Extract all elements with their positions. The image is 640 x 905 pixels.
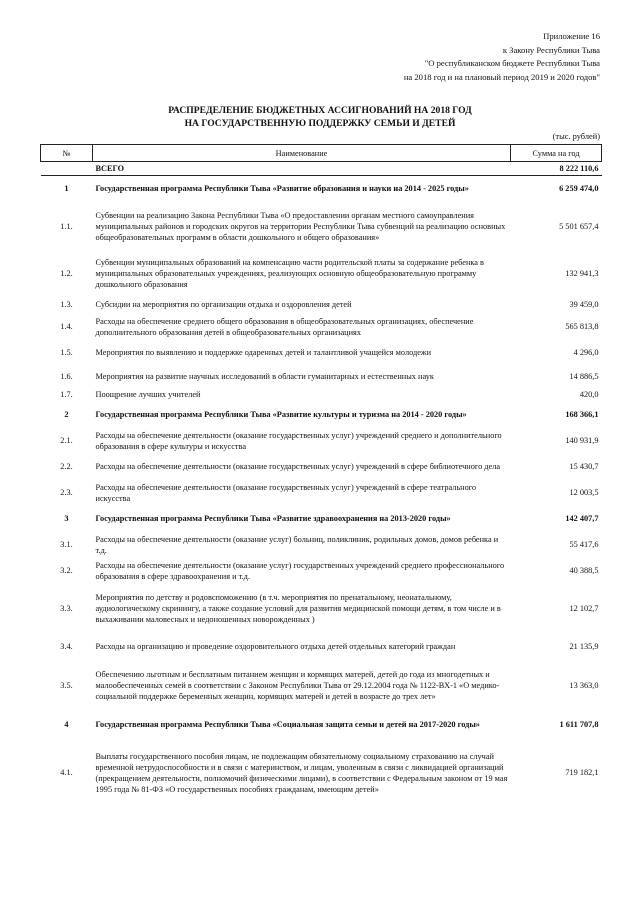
row-num: 3.3. [60,604,73,613]
row-num: 2.1. [60,436,73,445]
row-num: 2.2. [60,462,73,471]
header-name: Наименование [93,145,511,162]
row-sum: 4 296,0 [573,348,599,357]
row-name: Расходы на обеспечение деятельности (оказание государственных услуг) учреждений в сфере театрального искусства [95,482,477,503]
appendix-line: на 2018 год и на плановый период 2019 и 2020 годов" [403,71,600,82]
row-name: Государственная программа Республики Тыва «Развитие культуры и туризма на 2014 - 2020 годы» [95,410,467,419]
table-row [41,558,602,584]
row-sum: 1 611 707,8 [559,720,599,729]
row-sum: 420,0 [579,390,599,399]
row-sum: 13 363,0 [569,681,599,690]
row-num: 1.2. [60,269,73,278]
total-num [41,162,93,176]
row-sum: 142 407,7 [565,514,599,523]
table-row [41,202,602,252]
appendix-line: "О республиканском бюджете Республики Тыва [424,58,600,68]
row-name: Расходы на обеспечение деятельности (оказание услуг) государственных учреждений среднего профессионального образования в сфере здравоохранения и т.д. [95,560,505,581]
table-row [41,480,602,506]
row-name: Расходы на обеспечение деятельности (оказание государственных услуг) учреждений в сфере библиотечного дела [95,462,501,471]
table-row [41,738,602,808]
table-row [41,584,602,634]
row-sum: 40 388,5 [569,566,599,575]
table-row [41,532,602,558]
program-row [41,402,602,428]
total-row [41,162,602,176]
row-sum: 719 182,1 [565,768,599,777]
row-num: 2 [64,410,69,419]
row-sum: 6 259 474,0 [559,184,599,194]
row-name: Расходы на обеспечение деятельности (оказание государственных услуг) учреждений среднего и дополнительного образования в сфере культуры и искусства [95,430,502,451]
units-label: (тыс. рублей) [552,132,600,141]
row-sum: 39 459,0 [569,300,599,309]
row-sum: 21 135,9 [569,642,599,651]
row-num: 4 [64,720,69,729]
appendix-line: Приложение 16 [543,31,600,41]
total-sum: 8 222 110,6 [511,162,602,176]
row-sum: 55 417,6 [569,540,599,549]
row-name: Обеспечению льготным и бесплатным питанием женщин и кормящих матерей, детей до года из многодетных и малообеспеченных семей в соответствии с Законом Республики Тыва от 29.12.2004 года № 1122-ВХ-1 «О медико-социальной поддержке беременных женщин, кормящих матерей и детей в возрасте до трех лет» [95,670,500,701]
row-name: Поощрение лучших учителей [95,390,201,399]
table-row [41,454,602,480]
row-num: 1.4. [60,322,73,331]
row-num: 3.4. [60,642,73,651]
row-num: 2.3. [60,488,73,497]
program-row [41,506,602,532]
title-line: РАСПРЕДЕЛЕНИЕ БЮДЖЕТНЫХ АССИГНОВАНИЙ НА 2018 ГОД [168,105,472,116]
row-sum: 12 003,5 [569,488,599,497]
table-row [41,366,602,388]
document-title [40,104,600,130]
row-num: 3.2. [60,566,73,575]
table-row [41,660,602,712]
row-name: Субвенции муниципальных образований на компенсацию части родительской платы за содержание ребенка в муниципальных образовательных учреждениях, реализующих основную общеобразовательную программу дошкольного образования [95,258,484,289]
row-sum: 5 501 657,4 [559,222,599,231]
program-row [41,712,602,738]
row-sum: 12 102,7 [569,604,599,613]
row-name: Расходы на организацию и проведение оздоровительного отдыха детей отдельных категорий граждан [95,642,456,651]
row-num: 1.5. [60,348,73,357]
header-num: № [41,145,93,162]
table-row [41,314,602,340]
row-num: 1.7. [60,390,73,399]
total-name: ВСЕГО [93,162,511,176]
row-name: Выплаты государственного пособия лицам, не подлежащим обязательному социальному страхованию на случай временной нетрудоспособности и в связи с материнством, и лицам, уволенным в связи с ликвидацией организаций (прекращением деятельности, полномочий физическими лицами), в соответствии с Федеральным законом от 19 мая 1995 года № 81-ФЗ «О государственных пособиях гражданам, имеющим детей» [95,751,508,794]
row-name: Расходы на обеспечение деятельности (оказание услуг) больниц, поликлиник, родильных домов, домов ребенка и т.д. [95,534,499,555]
row-sum: 14 886,5 [569,372,599,381]
row-sum: 168 366,1 [565,410,599,419]
row-name: Государственная программа Республики Тыва «Социальная защита семьи и детей на 2017-2020 годы» [95,720,480,729]
row-sum: 140 931,9 [565,436,599,445]
row-num: 1.6. [60,372,73,381]
row-sum: 132 941,3 [565,269,599,278]
row-name: Субсидии на мероприятия по организации отдыха и оздоровления детей [95,300,352,309]
row-name: Расходы на обеспечение среднего общего образования в общеобразовательных организациях, обеспечение дополнительного образования детей в общеобразовательных организациях [95,316,474,337]
table-row [41,388,602,402]
program-row [41,176,602,202]
row-num: 1 [64,184,69,194]
row-name: Государственная программа Республики Тыва «Развитие здравоохранения на 2013-2020 годы» [95,514,451,523]
row-num: 3.5. [60,681,73,690]
budget-table [40,144,602,808]
row-num: 1.3. [60,300,73,309]
row-name: Мероприятия по детству и родовспоможению (в т.ч. мероприятия по пренатальному, неонатальному, аудиологическому скринингу, а также создание условий для развития медицинской помощи детям, в том числе и в выхаживании маловесных и недоношенных новорожденных ) [95,593,501,624]
row-name: Субвенции на реализацию Закона Республики Тыва «О предоставлении органам местного самоуправления муниципальных районов и городских округов на территории Республики Тыва субвенций на реализацию основных общеобразовательных программ в области дошкольного и общего образования» [95,211,506,242]
row-num: 4.1. [60,768,73,777]
title-line: НА ГОСУДАРСТВЕННУЮ ПОДДЕРЖКУ СЕМЬИ И ДЕТЕЙ [184,118,456,129]
table-row [41,634,602,660]
header-sum: Сумма на год [511,145,602,162]
appendix-line: к Закону Республики Тыва [502,44,600,55]
row-num: 3 [64,514,69,523]
appendix-note [404,30,600,84]
row-name: Мероприятия по выявлению и поддержке одаренных детей и талантливой учащейся молодежи [95,348,432,357]
table-header-row [41,145,602,162]
row-name: Государственная программа Республики Тыва «Развитие образования и науки на 2014 - 2025 годы» [95,184,469,194]
table-row [41,252,602,296]
row-sum: 15 430,7 [569,462,599,471]
table-row [41,296,602,314]
table-row [41,428,602,454]
row-num: 1.1. [60,222,73,231]
row-sum: 565 813,8 [565,322,599,331]
row-num: 3.1. [60,540,73,549]
row-name: Мероприятия на развитие научных исследований в области гуманитарных и естественных наук [95,372,434,381]
table-row [41,340,602,366]
